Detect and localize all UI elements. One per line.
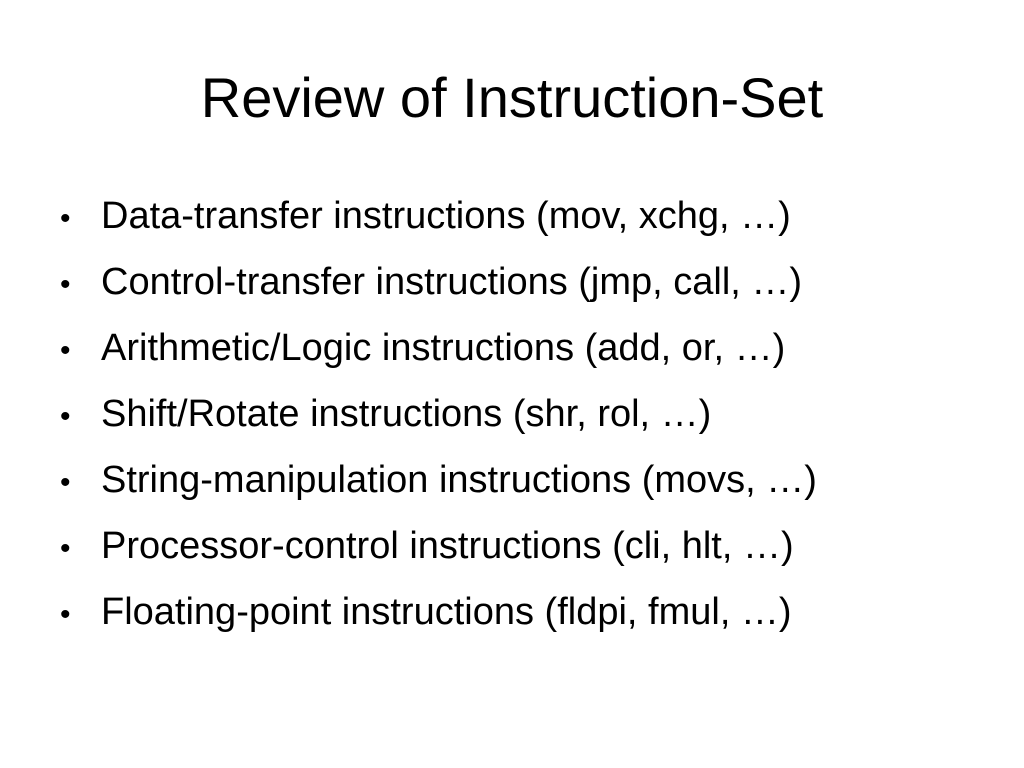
list-item-text: Arithmetic/Logic instructions (add, or, …)	[101, 327, 786, 369]
list-item	[60, 320, 1000, 386]
bullet-list	[60, 188, 1000, 650]
bullet-icon: •	[60, 400, 71, 433]
list-item-text: Floating-point instructions (fldpi, fmul, …)	[101, 591, 792, 633]
bullet-icon: •	[60, 532, 71, 565]
list-item-text: String-manipulation instructions (movs, …)	[101, 459, 817, 501]
bullet-icon: •	[60, 268, 71, 301]
bullet-icon: •	[60, 466, 71, 499]
list-item-text: Control-transfer instructions (jmp, call, …)	[101, 261, 803, 303]
list-item-text: Processor-control instructions (cli, hlt, …)	[101, 525, 794, 567]
list-item-text: Data-transfer instructions (mov, xchg, …)	[101, 195, 791, 237]
list-item	[60, 518, 1000, 584]
slide-title: Review of Instruction-Set	[200, 66, 824, 129]
bullet-icon: •	[60, 334, 71, 367]
list-item-text: Shift/Rotate instructions (shr, rol, …)	[101, 393, 712, 435]
list-item	[60, 254, 1000, 320]
bullet-icon: •	[60, 202, 71, 235]
bullet-icon: •	[60, 598, 71, 631]
list-item	[60, 188, 1000, 254]
list-item	[60, 452, 1000, 518]
list-item	[60, 386, 1000, 452]
list-item	[60, 584, 1000, 650]
